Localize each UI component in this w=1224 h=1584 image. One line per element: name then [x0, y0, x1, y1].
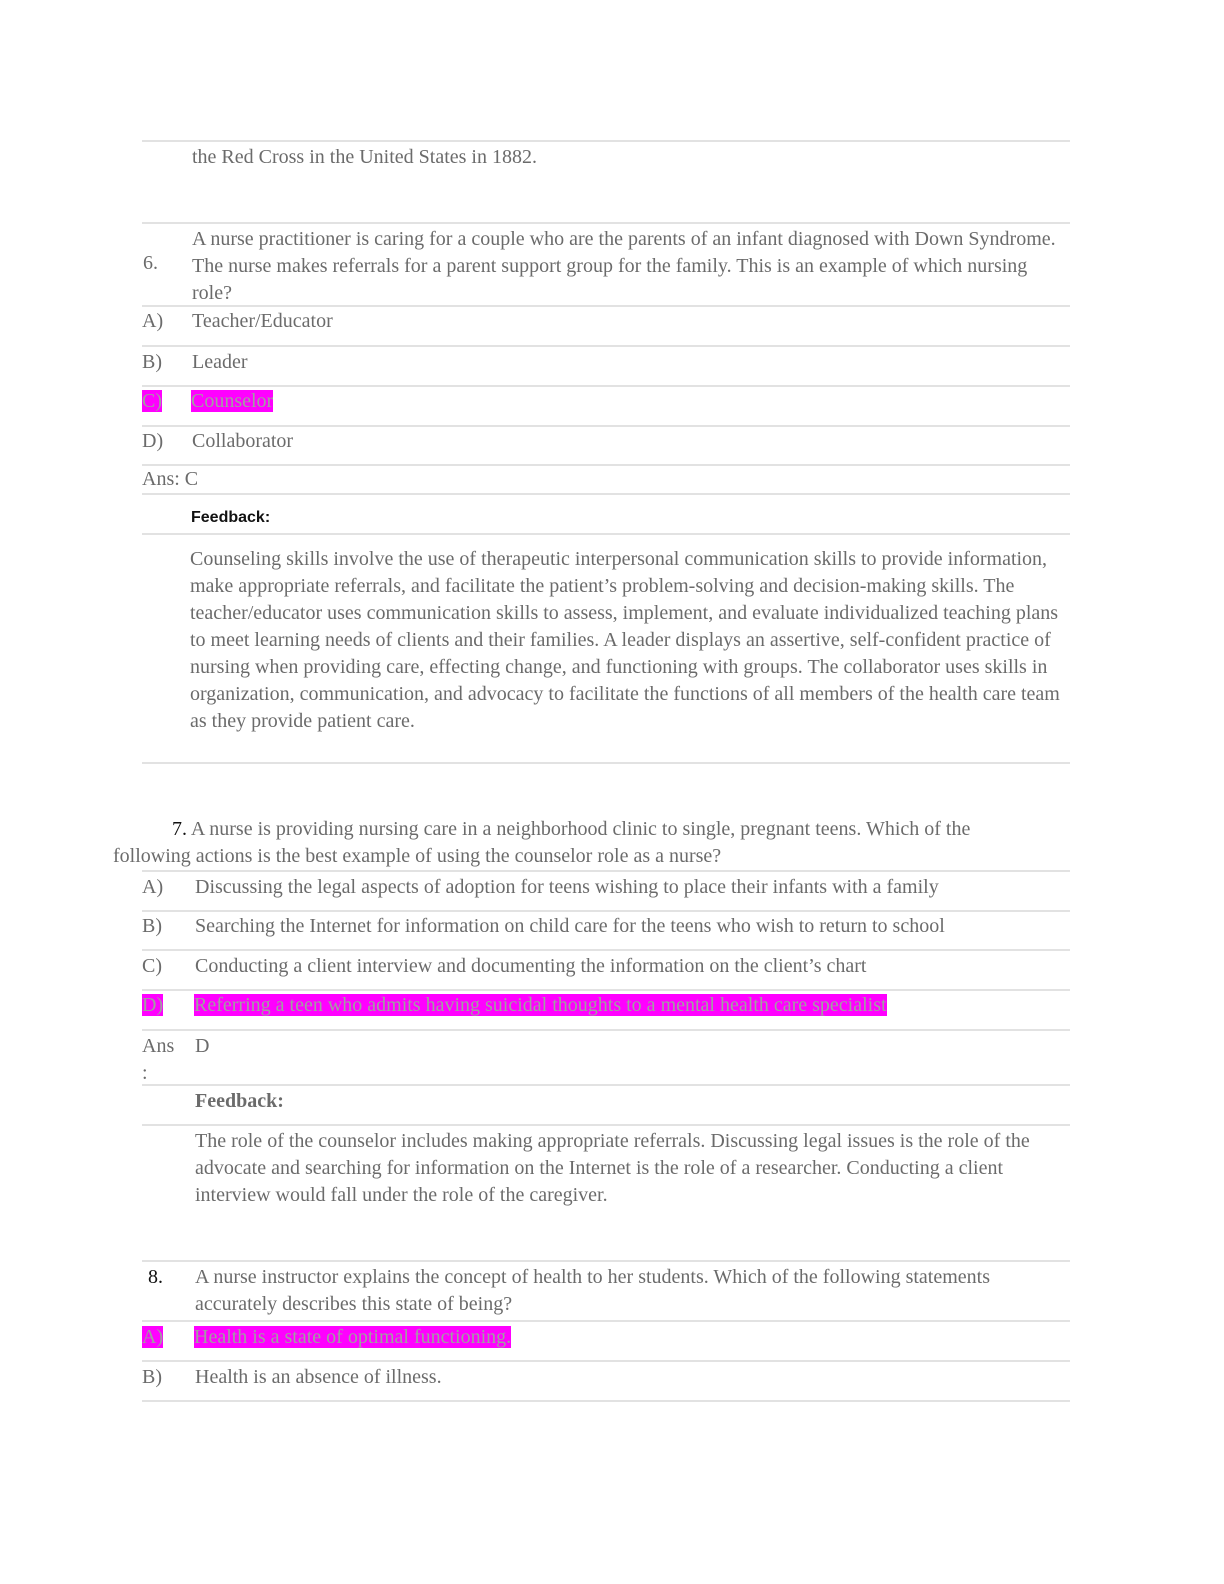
divider: [142, 493, 1070, 495]
q7-question-line1: [172, 816, 970, 843]
q8-option-a-text: [194, 1324, 511, 1351]
q6-option-d-letter: D): [142, 430, 164, 452]
q7-option-d-highlight: Referring a teen who admits having suicidal thoughts to a mental health care specialist: [194, 994, 887, 1016]
divider: [142, 989, 1070, 991]
q7-answer-value: D: [195, 1035, 210, 1057]
q7-option-a-text: Discussing the legal aspects of adoption for teens wishing to place their infants with a family: [195, 876, 939, 898]
divider: [142, 1260, 1070, 1262]
q6-question: A nurse practitioner is caring for a couple who are the parents of an infant diagnosed with Down Syndrome. The nurse makes referrals for a parent support group for the family. This is an example of which nursing role?: [192, 228, 1056, 304]
q6-option-c-letter-highlight: C): [142, 390, 162, 412]
divider: [142, 305, 1070, 307]
q6-option-c-text: [191, 388, 273, 415]
q6-feedback-text: Counseling skills involve the use of therapeutic interpersonal communication skills to provide information, make appropriate referrals, and facilitate the patient’s problem-solving and decision-making skills. The teacher/educator uses communication skills to assess, implement, and evaluate individualized teaching plans to meet learning needs of clients and their families. A leader displays an assertive, self-confident practice of nursing when providing care, effecting change, and functioning with groups. The collaborator uses skills in organization, communication, and advocacy to facilitate the functions of all members of the health care team as they provide patient care.: [190, 548, 1060, 732]
divider: [142, 949, 1070, 951]
divider: [142, 464, 1070, 466]
divider: [142, 1029, 1070, 1031]
q7-answer-label-1: Ans: [142, 1035, 175, 1057]
divider: [142, 222, 1070, 224]
divider: [142, 1084, 1070, 1086]
q7-question-line2: following actions is the best example of using the counselor role as a nurse?: [113, 845, 722, 867]
q7-answer-label-2: :: [142, 1062, 148, 1084]
q7-feedback-label: Feedback:: [195, 1090, 284, 1112]
divider: [142, 533, 1070, 535]
q6-number: 6.: [143, 252, 158, 274]
q7-option-d-letter-highlight: D): [142, 994, 164, 1016]
q8-option-a-letter: [142, 1324, 163, 1351]
q7-question-line1-text: A nurse is providing nursing care in a neighborhood clinic to single, pregnant teens. Which of the: [190, 818, 971, 840]
q6-option-c-letter: [142, 388, 162, 415]
divider: [142, 1400, 1070, 1402]
q8-option-b-text: Health is an absence of illness.: [195, 1366, 442, 1388]
q7-option-c-letter: C): [142, 955, 162, 977]
q6-option-b-text: Leader: [192, 351, 248, 373]
q8-option-a-letter-highlight: A): [142, 1326, 164, 1348]
divider: [142, 762, 1070, 764]
q6-option-c-highlight: Counselor: [191, 390, 274, 412]
q6-option-b-letter: B): [142, 351, 162, 373]
q5-tail-text: the Red Cross in the United States in 1882.: [192, 146, 537, 168]
q6-feedback-label: Feedback:: [191, 509, 271, 526]
q6-option-d-text: Collaborator: [192, 430, 294, 452]
q7-option-c-text: Conducting a client interview and documenting the information on the client’s chart: [195, 955, 867, 977]
q7-option-b-letter: B): [142, 915, 162, 937]
divider: [142, 345, 1070, 347]
q7-option-b-text: Searching the Internet for information on child care for the teens who wish to return to school: [195, 915, 945, 937]
q7-option-d-text: [194, 992, 887, 1019]
q6-option-a-letter: A): [142, 310, 164, 332]
divider: [142, 870, 1070, 872]
divider: [142, 1124, 1070, 1126]
divider: [142, 910, 1070, 912]
q6-option-a-text: Teacher/Educator: [192, 310, 333, 332]
q8-option-a-highlight: Health is a state of optimal functioning.: [194, 1326, 512, 1348]
q8-number: 8.: [148, 1266, 163, 1288]
q7-number: 7.: [172, 818, 187, 840]
divider: [142, 425, 1070, 427]
divider: [142, 1360, 1070, 1362]
divider: [142, 140, 1070, 142]
q7-option-a-letter: A): [142, 876, 164, 898]
q7-option-d-letter: [142, 992, 163, 1019]
q7-feedback-text: The role of the counselor includes making appropriate referrals. Discussing legal issues is the role of the advocate and searching for information on the Internet is the role of a researcher. Conducting a client interview would fall under the role of the caregiver.: [195, 1130, 1030, 1206]
divider: [142, 385, 1070, 387]
q6-answer: Ans: C: [142, 468, 199, 490]
q8-question: A nurse instructor explains the concept of health to her students. Which of the following statements accurately describes this state of being?: [195, 1266, 990, 1315]
q8-option-b-letter: B): [142, 1366, 162, 1388]
divider: [142, 1320, 1070, 1322]
